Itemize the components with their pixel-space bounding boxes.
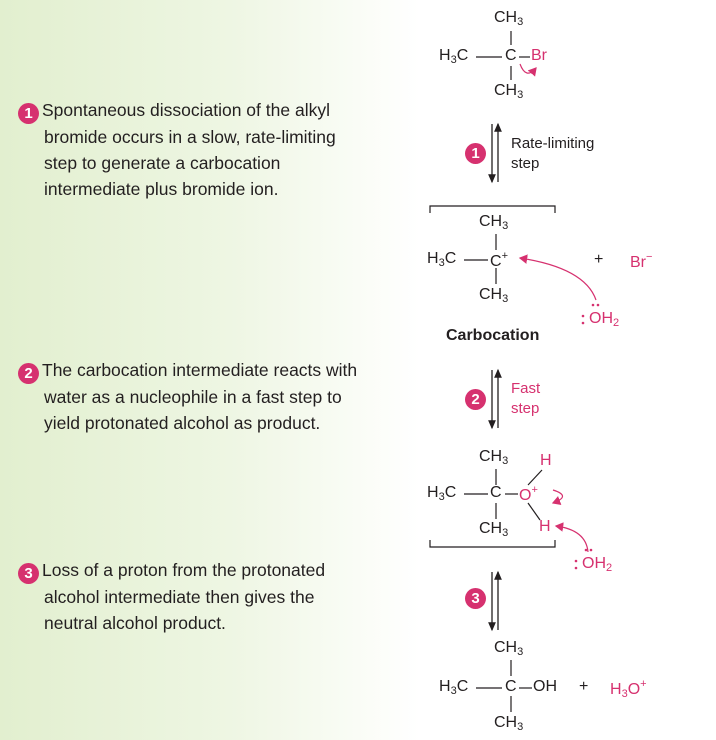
lone-pair-dot <box>582 315 585 318</box>
lone-pair-dot <box>597 304 600 307</box>
mol4-central-carbon: C <box>505 678 517 695</box>
lone-pair-dot <box>590 549 593 552</box>
arrow-3-badge: 3 <box>465 588 486 609</box>
step-1-rest: bromide occurs in a slow, rate-limiting step to generate a carbocation intermediate plus bromide ion. <box>44 127 336 199</box>
mol4-hydroxyl: OH <box>533 678 557 695</box>
curved-arrow-deprotonation <box>556 526 588 552</box>
mol1-h3c: $H_3C$ <box>439 47 469 66</box>
lone-pair-dot <box>592 304 595 307</box>
step-2-badge: 2 <box>18 363 39 384</box>
hydronium-ion: $H_3O^+$ <box>610 678 647 700</box>
bond <box>528 470 542 485</box>
mol1-central-carbon: C <box>505 47 517 64</box>
mol4-ch3-bottom: $CH_3$ <box>494 714 524 733</box>
arrow-1-badge: 1 <box>465 143 486 164</box>
mol2-carbocation-center: C+ <box>490 250 508 270</box>
step-1-badge: 1 <box>18 103 39 124</box>
mol2-h3c: $H_3C$ <box>427 250 457 269</box>
step-2-first-line: The carbocation intermediate reacts with <box>42 360 358 380</box>
arrow-1-label: Rate-limiting step <box>511 135 595 172</box>
mol3-oxonium: O+ <box>519 484 538 504</box>
mol1-ch3-bottom: $CH_3$ <box>494 82 524 101</box>
curved-arrow-oxonium <box>553 490 563 503</box>
step-3-badge: 3 <box>18 563 39 584</box>
arrow-2-badge: 2 <box>465 389 486 410</box>
water-base: $OH_2$ <box>582 555 613 574</box>
step-3-rest: alcohol intermediate then gives the neutral alcohol product. <box>44 587 315 633</box>
carbocation-label: Carbocation <box>446 327 540 344</box>
mol1-ch3-top: $CH_3$ <box>494 9 524 28</box>
step-3-first-line: Loss of a proton from the protonated <box>42 560 326 580</box>
step-1-first-line: Spontaneous dissociation of the alkyl <box>42 100 330 120</box>
mol1-bromine: Br <box>531 47 547 64</box>
mol3-ch3-top: $CH_3$ <box>479 448 509 467</box>
step-2-rest: water as a nucleophile in a fast step to yield protonated alcohol as product. <box>44 387 342 433</box>
mol2-ch3-bottom: $CH_3$ <box>479 286 509 305</box>
water-nucleophile: $OH_2$ <box>589 310 620 329</box>
mol3-h-bottom: H <box>539 518 551 535</box>
bromide-ion: Br− <box>630 251 653 271</box>
lone-pair-dot <box>582 322 585 325</box>
lone-pair-dot <box>585 549 588 552</box>
mol4-h3c: $H_3C$ <box>439 678 469 697</box>
plus-sign: + <box>594 251 604 268</box>
mol3-h-top: H <box>540 452 552 469</box>
mol2-ch3-top: $CH_3$ <box>479 213 509 232</box>
lone-pair-dot <box>575 560 578 563</box>
curved-arrow-bond-break <box>520 64 536 73</box>
arrow-2-label: Fast step <box>511 380 541 417</box>
bracket-bottom <box>430 540 555 547</box>
plus-sign: + <box>579 678 589 695</box>
bracket-top <box>430 206 555 213</box>
mol3-central-carbon: C <box>490 484 502 501</box>
curved-arrow-water-attack <box>520 258 596 300</box>
mol3-h3c: $H_3C$ <box>427 484 457 503</box>
mol4-ch3-top: $CH_3$ <box>494 639 524 658</box>
lone-pair-dot <box>575 567 578 570</box>
mol3-ch3-bottom: $CH_3$ <box>479 520 509 539</box>
